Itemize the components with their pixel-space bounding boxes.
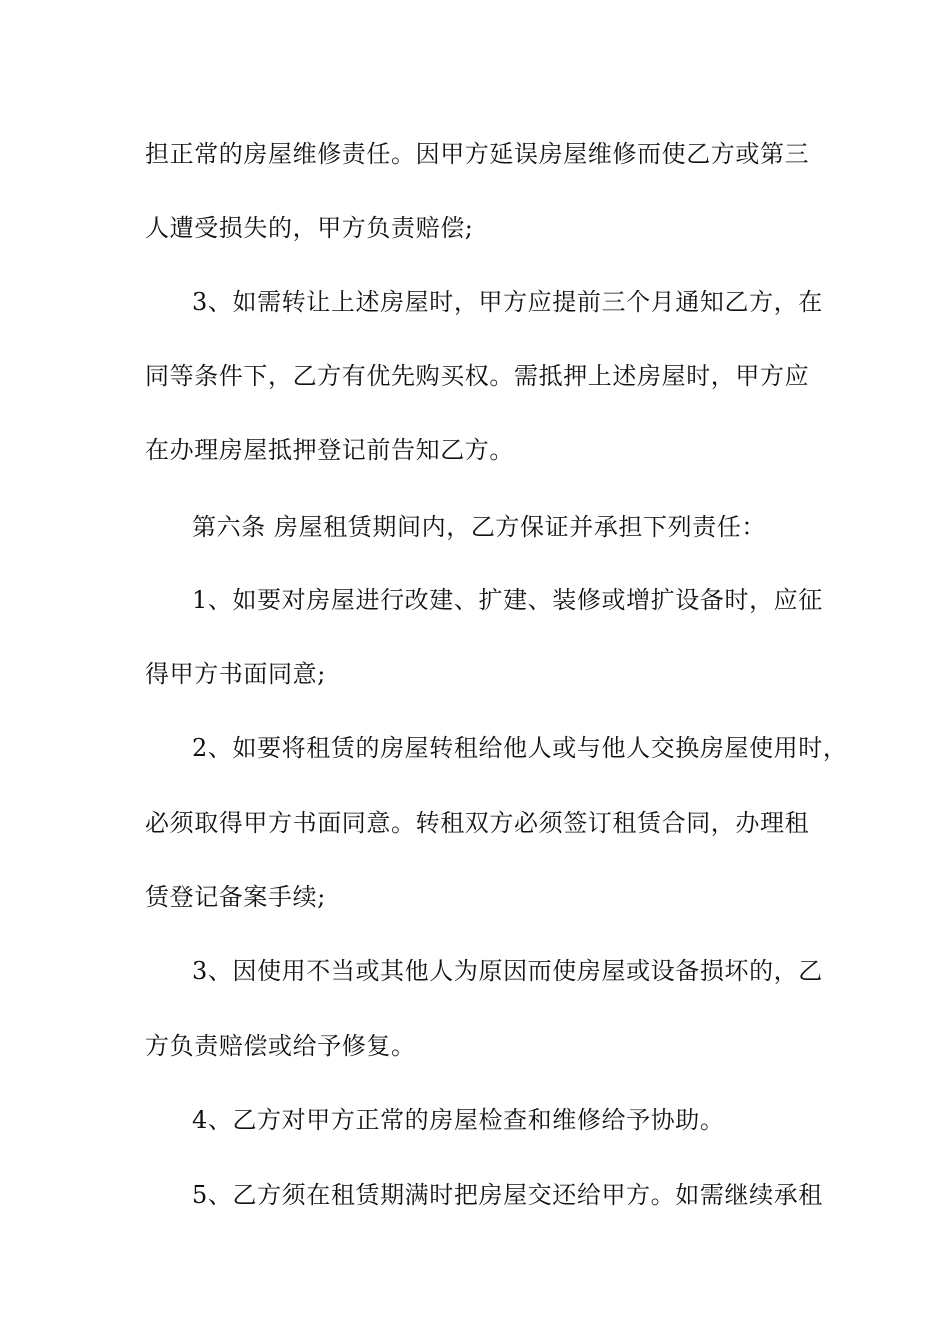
paragraph-start-line: 2、如要将租赁的房屋转租给他人或与他人交换房屋使用时， [192,734,848,762]
text-line: 人遭受损失的，甲方负责赔偿; [145,214,474,242]
paragraph-start-line: 1、如要对房屋进行改建、扩建、装修或增扩设备时，应征 [192,586,823,614]
text-line: 赁登记备案手续; [145,883,326,911]
paragraph-start-line: 4、乙方对甲方正常的房屋检查和维修给予协助。 [192,1106,725,1134]
text-line: 同等条件下，乙方有优先购买权。需抵押上述房屋时，甲方应 [145,362,810,390]
text-line: 担正常的房屋维修责任。因甲方延误房屋维修而使乙方或第三 [145,140,810,168]
paragraph-start-line: 3、因使用不当或其他人为原因而使房屋或设备损坏的，乙 [192,957,823,985]
text-line: 必须取得甲方书面同意。转租双方必须签订租赁合同，办理租 [145,809,810,837]
article-heading-line: 第六条 房屋租赁期间内，乙方保证并承担下列责任： [192,513,767,541]
text-line: 在办理房屋抵押登记前告知乙方。 [145,436,514,464]
text-line: 得甲方书面同意; [145,660,326,688]
paragraph-start-line: 5、乙方须在租赁期满时把房屋交还给甲方。如需继续承租 [192,1181,823,1209]
text-line: 方负责赔偿或给予修复。 [145,1032,416,1060]
paragraph-start-line: 3、如需转让上述房屋时，甲方应提前三个月通知乙方，在 [192,288,823,316]
